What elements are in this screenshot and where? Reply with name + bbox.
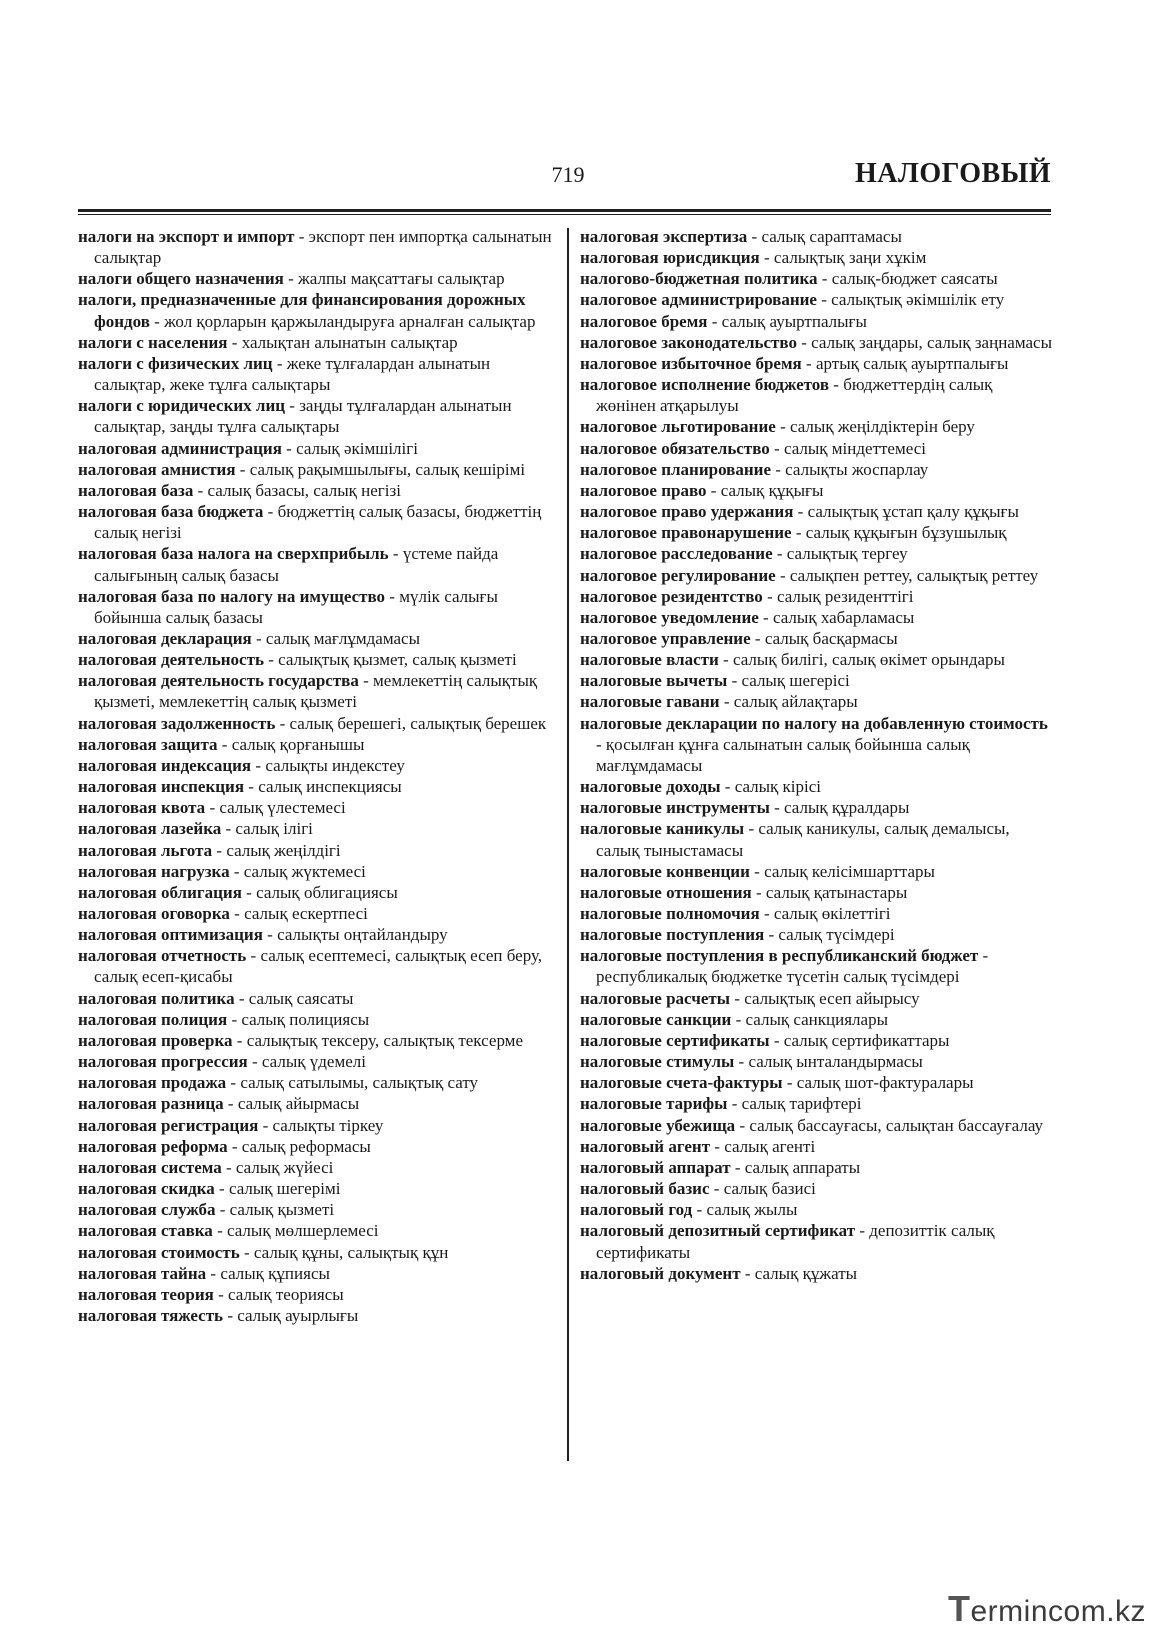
dictionary-entry: налоговая регистрация - салықты тіркеу bbox=[78, 1115, 384, 1135]
entry-term: налоговая задолженность bbox=[78, 713, 276, 733]
dictionary-entry: налоговая защита - салық қорғанышы bbox=[78, 734, 365, 754]
entry-definition: салық резиденттігі bbox=[776, 586, 914, 606]
entry-definition: салық құқығы bbox=[720, 480, 824, 500]
dictionary-entry: налоги с юридических лиц - заңды тұлғалардан алынатын салықтар, заңды тұлға салықтары bbox=[78, 396, 512, 437]
entry-term: налоговое льготирование bbox=[580, 417, 776, 437]
dictionary-entry: налогово-бюджетная политика - салық-бюджет саясаты bbox=[580, 269, 998, 289]
entry-term: налоговая тайна bbox=[78, 1263, 207, 1283]
entry-term: налоговая система bbox=[78, 1157, 222, 1177]
entry-definition: жеке тұлғалардан алынатын салықтар, жеке тұлға салықтары bbox=[94, 353, 491, 395]
entry-term: налоговые сертификаты bbox=[580, 1030, 770, 1050]
dictionary-entry: налоговое управление - салық басқармасы bbox=[580, 628, 898, 648]
entry-term: налогово-бюджетная политика bbox=[580, 269, 818, 289]
dictionary-entry: налоговый депозитный сертификат - депозиттік салық сертификаты bbox=[580, 1221, 995, 1262]
dictionary-entry: налоговая скидка - салық шегерімі bbox=[78, 1179, 341, 1199]
dictionary-entry: налоговые доходы - салық кірісі bbox=[580, 777, 822, 797]
entry-term: налоговая скидка bbox=[78, 1179, 215, 1199]
entry-term: налоговая деятельность bbox=[78, 650, 264, 670]
entry-definition: салық заңдары, салық заңнамасы bbox=[811, 332, 1052, 352]
entry-term: налоговый депозитный сертификат bbox=[580, 1221, 856, 1241]
dictionary-entry: налоговая продажа - салық сатылымы, салықтық сату bbox=[78, 1073, 479, 1093]
entry-definition: салық құпиясы bbox=[220, 1263, 330, 1283]
entry-term: налоговые полномочия bbox=[580, 904, 760, 923]
entry-term: налоговое обязательство bbox=[580, 438, 770, 458]
dictionary-entry: налоговая лазейка - салық ілігі bbox=[78, 819, 313, 839]
entry-term: налоговая деятельность государства bbox=[78, 671, 359, 691]
dictionary-entry: налоговые тарифы - салық тарифтері bbox=[580, 1094, 862, 1114]
entry-definition: салық әкімшілігі bbox=[296, 438, 418, 458]
entry-term: налоговая амнистия bbox=[78, 459, 236, 479]
entry-definition: салық аппараты bbox=[744, 1157, 861, 1177]
dictionary-entry: налоговое уведомление - салық хабарламасы bbox=[580, 607, 915, 627]
entry-term: налоги общего назначения bbox=[78, 269, 284, 289]
entry-definition: салықтық тексеру, салықтық тексерме bbox=[246, 1030, 523, 1050]
entry-definition: салық құралдары bbox=[784, 798, 910, 818]
entry-definition: салық үдемелі bbox=[261, 1052, 366, 1072]
entry-definition: салық ауырлығы bbox=[237, 1305, 359, 1325]
dictionary-entry: налоговая индексация - салықты индекстеу bbox=[78, 755, 405, 775]
dictionary-entry: налоговые инструменты - салық құралдары bbox=[580, 798, 910, 818]
entry-definition: салықты жоспарлау bbox=[785, 459, 929, 479]
entry-definition: салық теориясы bbox=[228, 1284, 344, 1304]
dictionary-entry: налоговая служба - салық қызметі bbox=[78, 1200, 335, 1220]
dictionary-entry: налоги общего назначения - жалпы мақсаттағы салықтар bbox=[78, 269, 505, 289]
entry-term: налоговые поступления в республиканский бюджет bbox=[580, 946, 979, 966]
dictionary-entry: налоговая полиция - салық полициясы bbox=[78, 1009, 370, 1029]
dictionary-entry: налоговое исполнение бюджетов - бюджеттердің салық жөнінен атқарылуы bbox=[580, 375, 993, 416]
dictionary-entry: налоговая тяжесть - салық ауырлығы bbox=[78, 1305, 359, 1325]
entry-definition: салық айырмасы bbox=[237, 1094, 360, 1114]
entry-term: налоговые счета-фактуры bbox=[580, 1073, 783, 1093]
left-column bbox=[78, 226, 556, 1326]
entry-term: налоговая стоимость bbox=[78, 1242, 240, 1262]
entry-term: налоговая база bbox=[78, 480, 194, 500]
dictionary-entry: налоговая ставка - салық мөлшерлемесі bbox=[78, 1221, 379, 1241]
dictionary-entry: налоги с населения - халықтан алынатын салықтар bbox=[78, 332, 458, 352]
entry-term: налоговая разница bbox=[78, 1094, 224, 1114]
entry-definition: салық түсімдері bbox=[778, 925, 895, 945]
entry-term: налоговая тяжесть bbox=[78, 1305, 224, 1325]
entry-term: налоговая прогрессия bbox=[78, 1052, 248, 1072]
entry-definition: бюджеттің салық базасы, бюджеттің салық негізі bbox=[94, 502, 542, 543]
entry-definition: үстеме пайда салығының салық базасы bbox=[94, 544, 499, 585]
dictionary-entry: налоговое резидентство - салық резиденттігі bbox=[580, 586, 914, 606]
entry-definition: салық каникулы, салық демалысы, салық тыныстамасы bbox=[596, 819, 1010, 860]
entry-definition: салықтық қызмет, салық қызметі bbox=[278, 650, 517, 670]
entry-term: налоговая администрация bbox=[78, 438, 282, 458]
entry-term: налоговая политика bbox=[78, 988, 235, 1008]
dictionary-entry: налоговые поступления - салық түсімдері bbox=[580, 925, 895, 945]
entry-definition: салық санкциялары bbox=[745, 1009, 888, 1029]
entry-definition: салық сатылымы, салықтық сату bbox=[240, 1073, 479, 1093]
dictionary-entry: налоговая оговорка - салық ескертпесі bbox=[78, 904, 368, 923]
entry-definition: салық есептемесі, салықтық есеп беру, салық есеп-қисабы bbox=[94, 946, 543, 987]
entry-definition: салық-бюджет саясаты bbox=[831, 269, 998, 289]
entry-term: налоговое бремя bbox=[580, 311, 708, 331]
entry-definition: салық қорғанышы bbox=[231, 734, 365, 754]
dictionary-entry: налоговая тайна - салық құпиясы bbox=[78, 1263, 330, 1283]
entry-term: налоговые каникулы bbox=[580, 819, 745, 839]
entry-term: налоговая облигация bbox=[78, 882, 242, 902]
entry-term: налоговые доходы bbox=[580, 777, 721, 797]
entry-definition: салық жылы bbox=[706, 1200, 798, 1220]
entry-term: налоговая отчетность bbox=[78, 946, 247, 966]
dictionary-entry: налоговая политика - салық саясаты bbox=[78, 988, 354, 1008]
entry-definition: салық ілігі bbox=[235, 819, 313, 839]
entry-definition: экспорт пен импортқа салынатын салықтар bbox=[94, 227, 552, 268]
entry-definition: салық мағлұмдамасы bbox=[265, 628, 420, 648]
dictionary-entry: налоговые гавани - салық айлақтары bbox=[580, 692, 858, 712]
entry-term: налоговая база бюджета bbox=[78, 502, 264, 522]
entry-term: налоговое исполнение бюджетов bbox=[580, 375, 830, 395]
dictionary-entry: налоговая льгота - салық жеңілдігі bbox=[78, 840, 341, 860]
entry-definition: салық жеңілдіктерін беру bbox=[789, 417, 975, 437]
entry-definition: салық үлестемесі bbox=[219, 798, 346, 818]
dictionary-entry: налоговые отношения - салық қатынастары bbox=[580, 882, 908, 902]
dictionary-entry: налоговая задолженность - салық берешегі, салықтық берешек bbox=[78, 713, 547, 733]
entry-definition: салық ауыртпалығы bbox=[721, 311, 867, 331]
entry-definition: салық міндеттемесі bbox=[783, 438, 926, 458]
logo-text: ermincom.kz bbox=[970, 1595, 1147, 1628]
dictionary-entry: налоговые убежища - салық бассауғасы, салықтан бассауғалау bbox=[580, 1115, 1044, 1135]
dictionary-entry: налоговая стоимость - салық құны, салықтық құн bbox=[78, 1242, 449, 1262]
entry-term: налоговая служба bbox=[78, 1200, 216, 1220]
running-head: НАЛОГОВЫЙ bbox=[855, 158, 1051, 189]
entry-definition: салықтық есеп айырысу bbox=[744, 988, 920, 1008]
entry-term: налоговая регистрация bbox=[78, 1115, 259, 1135]
entry-term: налоговая оговорка bbox=[78, 904, 230, 923]
entry-term: налоговые власти bbox=[580, 650, 719, 670]
site-logo bbox=[948, 1588, 1147, 1629]
entry-term: налоговое уведомление bbox=[580, 607, 759, 627]
dictionary-entry: налоги на экспорт и импорт - экспорт пен импортқа салынатын салықтар bbox=[78, 227, 552, 268]
dictionary-entry: налоговое право удержания - салықтық ұстап қалу құқығы bbox=[580, 502, 1019, 522]
entry-term: налоговые гавани bbox=[580, 692, 720, 712]
entry-definition: салықты тіркеу bbox=[272, 1115, 384, 1135]
entry-definition: салықты оңтайландыру bbox=[277, 925, 448, 945]
dictionary-entry: налоговые счета-фактуры - салық шот-фактуралары bbox=[580, 1073, 974, 1093]
entry-definition: салық шегерімі bbox=[228, 1179, 341, 1199]
entry-definition: салық тарифтері bbox=[741, 1094, 862, 1114]
entry-definition: артық салық ауыртпалығы bbox=[815, 353, 1009, 373]
dictionary-entry: налоговая база налога на сверхприбыль - үстеме пайда салығының салық базасы bbox=[78, 544, 499, 585]
entry-definition: салық рақымшылығы, салық кешірімі bbox=[249, 459, 526, 479]
entry-term: налоговая реформа bbox=[78, 1136, 228, 1156]
dictionary-entry: налоговые декларации по налогу на добавленную стоимость - қосылған құнға салынатын салық бойынша салық мағлұмдамасы bbox=[580, 713, 1048, 775]
entry-definition: салық қызметі bbox=[229, 1200, 335, 1220]
right-column bbox=[580, 226, 1056, 1284]
entry-definition: салық өкілеттігі bbox=[773, 904, 891, 923]
dictionary-entry: налоговые конвенции - салық келісімшарттары bbox=[580, 861, 935, 881]
entry-term: налоговое регулирование bbox=[580, 565, 776, 585]
entry-definition: салықты индекстеу bbox=[265, 755, 405, 775]
entry-definition: мүлік салығы бойынша салық базасы bbox=[94, 586, 498, 627]
entry-term: налоговая экспертиза bbox=[580, 227, 748, 246]
dictionary-entry: налоговое регулирование - салықпен реттеу, салықтық реттеу bbox=[580, 565, 1039, 585]
dictionary-entry: налоговая инспекция - салық инспекциясы bbox=[78, 777, 402, 797]
entry-definition: салық инспекциясы bbox=[258, 777, 402, 797]
entry-term: налоговая база по налогу на имущество bbox=[78, 586, 386, 606]
entry-definition: мемлекеттің салықтық қызметі, мемлекеттің салық қызметі bbox=[94, 671, 538, 712]
entry-term: налоговые санкции bbox=[580, 1009, 732, 1029]
entry-term: налоговая лазейка bbox=[78, 819, 222, 839]
dictionary-entry: налоговое законодательство - салық заңдары, салық заңнамасы bbox=[580, 332, 1052, 352]
entry-term: налоговая защита bbox=[78, 734, 218, 754]
dictionary-entry: налоговое право - салық құқығы bbox=[580, 480, 824, 500]
entry-term: налоговые отношения bbox=[580, 882, 752, 902]
entry-term: налоговые расчеты bbox=[580, 988, 731, 1008]
dictionary-entry: налоговая база - салық базасы, салық негізі bbox=[78, 480, 401, 500]
entry-definition: салық жүйесі bbox=[235, 1157, 334, 1177]
entry-definition: салық жеңілдігі bbox=[226, 840, 341, 860]
entry-term: налоговое планирование bbox=[580, 459, 771, 479]
dictionary-entry: налоговое правонарушение - салық құқығын бұзушылық bbox=[580, 523, 1007, 543]
entry-definition: салық саясаты bbox=[248, 988, 354, 1008]
dictionary-entry: налоговый базис - салық базисі bbox=[580, 1179, 816, 1199]
entry-definition: салық базисі bbox=[723, 1179, 816, 1199]
dictionary-entry: налоговая квота - салық үлестемесі bbox=[78, 798, 346, 818]
entry-term: налоговая продажа bbox=[78, 1073, 227, 1093]
entry-definition: салық мөлшерлемесі bbox=[226, 1221, 379, 1241]
dictionary-entry: налоговая разница - салық айырмасы bbox=[78, 1094, 360, 1114]
dictionary-entry: налоговая система - салық жүйесі bbox=[78, 1157, 334, 1177]
entry-term: налоговый базис bbox=[580, 1179, 710, 1199]
dictionary-entry: налоговая администрация - салық әкімшілігі bbox=[78, 438, 418, 458]
entry-definition: салықтық әкімшілік ету bbox=[831, 290, 1005, 310]
entry-term: налоги, предназначенные для финансирования дорожных фондов bbox=[78, 290, 526, 331]
dictionary-entry: налоговая отчетность - салық есептемесі, салықтық есеп беру, салық есеп-қисабы bbox=[78, 946, 543, 987]
dictionary-entry: налоговая оптимизация - салықты оңтайландыру bbox=[78, 925, 448, 945]
entry-definition: салық реформасы bbox=[241, 1136, 371, 1156]
entry-term: налоговый аппарат bbox=[580, 1157, 731, 1177]
dictionary-entry: налоговая облигация - салық облигациясы bbox=[78, 882, 398, 902]
entry-definition: салық ынталандырмасы bbox=[748, 1052, 923, 1072]
dictionary-entry: налоговая нагрузка - салық жүктемесі bbox=[78, 861, 366, 881]
entry-definition: салық билігі, салық өкімет орындары bbox=[732, 650, 1005, 670]
dictionary-entry: налоговая прогрессия - салық үдемелі bbox=[78, 1052, 366, 1072]
entry-term: налоговые конвенции bbox=[580, 861, 750, 881]
entry-term: налоговое избыточное бремя bbox=[580, 353, 802, 373]
entry-definition: салық құжаты bbox=[754, 1263, 858, 1283]
entry-definition: салық берешегі, салықтық берешек bbox=[289, 713, 547, 733]
entry-definition: республикалық бюджетке түсетін салық түсімдері bbox=[596, 967, 960, 987]
entry-definition: салық облигациясы bbox=[256, 882, 398, 902]
entry-definition: салық сертификаттары bbox=[783, 1030, 950, 1050]
dictionary-entry: налоговое льготирование - салық жеңілдіктерін беру bbox=[580, 417, 975, 437]
entry-term: налоговое правонарушение bbox=[580, 523, 792, 543]
entry-term: налоговая база налога на сверхприбыль bbox=[78, 544, 389, 564]
entry-term: налоги на экспорт и импорт bbox=[78, 227, 295, 246]
entry-term: налоги с юридических лиц bbox=[78, 396, 286, 416]
dictionary-entry: налоговая экспертиза - салық сараптамасы bbox=[580, 227, 902, 246]
dictionary-entry: налоговые поступления в республиканский бюджет - республикалық бюджетке түсетін салық түсімдері bbox=[580, 946, 989, 987]
entry-term: налоговое законодательство bbox=[580, 332, 797, 352]
entry-term: налоговые поступления bbox=[580, 925, 765, 945]
entry-term: налоговые стимулы bbox=[580, 1052, 735, 1072]
entry-definition: салық айлақтары bbox=[733, 692, 858, 712]
entry-definition: салық агенті bbox=[724, 1136, 816, 1156]
entry-definition: қосылған құнға салынатын салық бойынша салық мағлұмдамасы bbox=[596, 734, 970, 775]
dictionary-entry: налоговый аппарат - салық аппараты bbox=[580, 1157, 861, 1177]
entry-term: налоговые декларации по налогу на добавленную стоимость bbox=[580, 713, 1048, 733]
entry-term: налоговая декларация bbox=[78, 628, 252, 648]
entry-definition: салықтық ұстап қалу құқығы bbox=[807, 502, 1019, 522]
entry-term: налоговое расследование bbox=[580, 544, 773, 564]
dictionary-entry: налоговые каникулы - салық каникулы, салық демалысы, салық тыныстамасы bbox=[580, 819, 1010, 860]
entry-term: налоговый агент bbox=[580, 1136, 711, 1156]
entry-term: налоговые убежища bbox=[580, 1115, 736, 1135]
dictionary-entry: налоговые власти - салық билігі, салық өкімет орындары bbox=[580, 650, 1005, 670]
entry-term: налоговая проверка bbox=[78, 1030, 233, 1050]
dictionary-entry: налоговый год - салық жылы bbox=[580, 1200, 798, 1220]
page-number: 719 bbox=[551, 162, 585, 187]
dictionary-entry: налоговая декларация - салық мағлұмдамасы bbox=[78, 628, 420, 648]
entry-definition: салық шот-фактуралары bbox=[796, 1073, 974, 1093]
entry-term: налоговая оптимизация bbox=[78, 925, 263, 945]
entry-definition: салық сараптамасы bbox=[761, 227, 902, 246]
dictionary-entry: налоговая реформа - салық реформасы bbox=[78, 1136, 371, 1156]
entry-term: налоговая полиция bbox=[78, 1009, 228, 1029]
entry-definition: жалпы мақсаттағы салықтар bbox=[298, 269, 505, 289]
dictionary-entry: налоговое избыточное бремя - артық салық ауыртпалығы bbox=[580, 353, 1009, 373]
dictionary-entry: налоговая база бюджета - бюджеттің салық базасы, бюджеттің салық негізі bbox=[78, 502, 542, 543]
dictionary-entry: налоговое бремя - салық ауыртпалығы bbox=[580, 311, 867, 331]
entry-definition: салық жүктемесі bbox=[243, 861, 366, 881]
entry-term: налоговая теория bbox=[78, 1284, 214, 1304]
entry-term: налоги с населения bbox=[78, 332, 228, 352]
entry-term: налоговая инспекция bbox=[78, 777, 245, 797]
header-rule-thin bbox=[78, 214, 1051, 215]
entry-term: налоги с физических лиц bbox=[78, 353, 273, 373]
dictionary-entry: налоговые стимулы - салық ынталандырмасы bbox=[580, 1052, 923, 1072]
entry-term: налоговая ставка bbox=[78, 1221, 213, 1241]
entry-definition: салықтық тергеу bbox=[786, 544, 908, 564]
entry-definition: заңды тұлғалардан алынатын салықтар, заңды тұлға салықтары bbox=[94, 396, 512, 437]
dictionary-entry: налоговая теория - салық теориясы bbox=[78, 1284, 344, 1304]
entry-definition: бюджеттердің салық жөнінен атқарылуы bbox=[596, 375, 993, 416]
dictionary-entry: налоговая деятельность - салықтық қызмет, салық қызметі bbox=[78, 650, 517, 670]
entry-definition: салық басқармасы bbox=[764, 628, 898, 648]
entry-term: налоговая квота bbox=[78, 798, 206, 818]
dictionary-entry: налоговая юрисдикция - салықтық заңи хұкім bbox=[580, 248, 927, 268]
entry-definition: салық құқығын бұзушылық bbox=[805, 523, 1007, 543]
entry-term: налоговое управление bbox=[580, 628, 751, 648]
entry-term: налоговые инструменты bbox=[580, 798, 770, 818]
entry-term: налоговый документ bbox=[580, 1263, 741, 1283]
entry-definition: депозиттік салық сертификаты bbox=[596, 1221, 995, 1262]
column-divider bbox=[567, 228, 569, 1461]
dictionary-entry: налоги с физических лиц - жеке тұлғалардан алынатын салықтар, жеке тұлға салықтары bbox=[78, 353, 491, 395]
dictionary-entry: налоговый документ - салық құжаты bbox=[580, 1263, 858, 1283]
entry-term: налоговое право bbox=[580, 480, 707, 500]
dictionary-entry: налоговое администрирование - салықтық әкімшілік ету bbox=[580, 290, 1005, 310]
entry-term: налоговое резидентство bbox=[580, 586, 763, 606]
entry-definition: салық кірісі bbox=[734, 777, 822, 797]
dictionary-entry: налоговые сертификаты - салық сертификаттары bbox=[580, 1030, 950, 1050]
dictionary-entry: налоговые расчеты - салықтық есеп айырысу bbox=[580, 988, 920, 1008]
logo-initial: T bbox=[948, 1588, 971, 1629]
dictionary-entry: налоговые полномочия - салық өкілеттігі bbox=[580, 904, 891, 923]
dictionary-entry: налоговая база по налогу на имущество - мүлік салығы бойынша салық базасы bbox=[78, 586, 498, 627]
dictionary-entry: налоги, предназначенные для финансирования дорожных фондов - жол қорларын қаржыландыруға арналған салықтар bbox=[78, 290, 536, 331]
entry-definition: салық хабарламасы bbox=[772, 607, 915, 627]
entry-term: налоговое администрирование bbox=[580, 290, 817, 310]
entry-definition: жол қорларын қаржыландыруға арналған салықтар bbox=[164, 311, 536, 331]
entry-term: налоговая льгота bbox=[78, 840, 213, 860]
entry-definition: салық келісімшарттары bbox=[764, 861, 935, 881]
entry-definition: салық полициясы bbox=[241, 1009, 370, 1029]
entry-definition: салық құны, салықтық құн bbox=[253, 1242, 449, 1262]
dictionary-entry: налоговый агент - салық агенті bbox=[580, 1136, 816, 1156]
entry-term: налоговое право удержания bbox=[580, 502, 794, 522]
entry-term: налоговая индексация bbox=[78, 755, 252, 775]
entry-definition: салық қатынастары bbox=[765, 882, 908, 902]
header-rule-thick bbox=[78, 209, 1051, 212]
entry-term: налоговые тарифы bbox=[580, 1094, 728, 1114]
entry-definition: халықтан алынатын салықтар bbox=[241, 332, 458, 352]
dictionary-entry: налоговая амнистия - салық рақымшылығы, салық кешірімі bbox=[78, 459, 526, 479]
entry-term: налоговый год bbox=[580, 1200, 693, 1220]
dictionary-entry: налоговое обязательство - салық міндеттемесі bbox=[580, 438, 926, 458]
dictionary-entry: налоговые санкции - салық санкциялары bbox=[580, 1009, 888, 1029]
entry-term: налоговые вычеты bbox=[580, 671, 728, 691]
entry-definition: салықтық заңи хұкім bbox=[773, 248, 927, 268]
entry-definition: салық ескертпесі bbox=[244, 904, 368, 923]
entry-definition: салық шегерісі bbox=[741, 671, 850, 691]
entry-definition: салық бассауғасы, салықтан бассауғалау bbox=[749, 1115, 1044, 1135]
entry-definition: салықпен реттеу, салықтық реттеу bbox=[789, 565, 1039, 585]
entry-definition: салық базасы, салық негізі bbox=[207, 480, 401, 500]
entry-term: налоговая нагрузка bbox=[78, 861, 230, 881]
entry-term: налоговая юрисдикция bbox=[580, 248, 760, 268]
dictionary-entry: налоговое планирование - салықты жоспарлау bbox=[580, 459, 929, 479]
dictionary-entry: налоговые вычеты - салық шегерісі bbox=[580, 671, 850, 691]
dictionary-entry: налоговая деятельность государства - мемлекеттің салықтық қызметі, мемлекеттің салық қызметі bbox=[78, 671, 538, 712]
dictionary-entry: налоговая проверка - салықтық тексеру, салықтық тексерме bbox=[78, 1030, 523, 1050]
dictionary-entry: налоговое расследование - салықтық тергеу bbox=[580, 544, 908, 564]
